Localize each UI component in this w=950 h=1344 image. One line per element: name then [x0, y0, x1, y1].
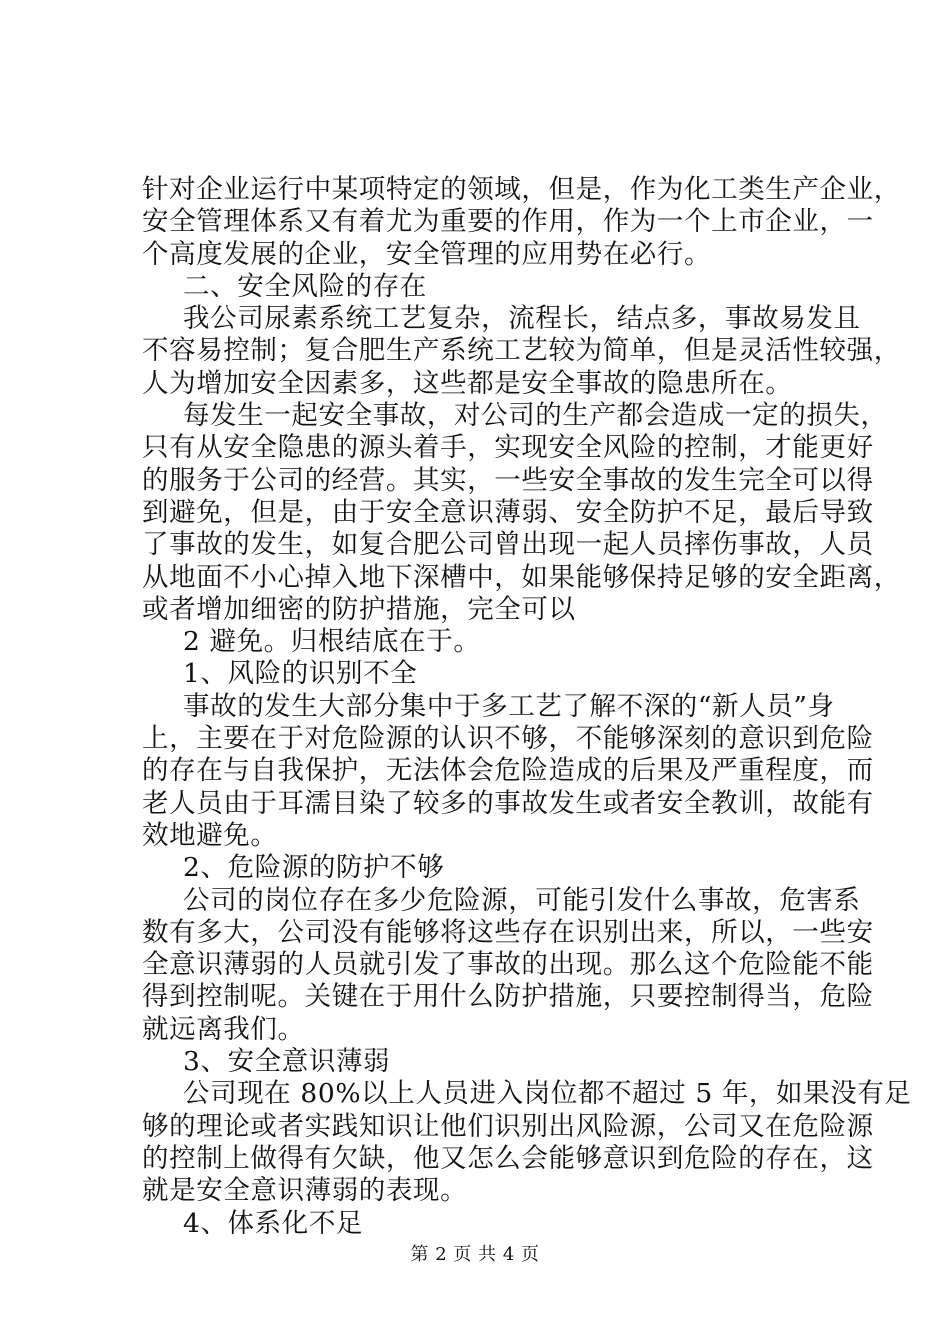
text-line: 公司的岗位存在多少危险源，可能引发什么事故，危害系 — [183, 884, 861, 916]
text-line: 的控制上做得有欠缺，他又怎么会能够意识到危险的存在，这 — [142, 1142, 874, 1174]
text-line: 就是安全意识薄弱的表现。 — [142, 1175, 468, 1207]
text-line: 到避免，但是，由于安全意识薄弱、安全防护不足，最后导致 — [142, 496, 874, 528]
page-footer: 第 2 页 共 4 页 — [410, 1244, 540, 1265]
text-line: 或者增加细密的防护措施，完全可以 — [142, 593, 576, 625]
text-line: 4、体系化不足 — [183, 1207, 364, 1239]
text-line: 效地避免。 — [142, 819, 278, 851]
text-line: 个高度发展的企业，安全管理的应用势在必行。 — [142, 238, 712, 270]
text-line: 上，主要在于对危险源的认识不够，不能够深刻的意识到危险 — [142, 723, 874, 755]
text-line: 不容易控制；复合肥生产系统工艺较为简单，但是灵活性较强， — [142, 335, 901, 367]
text-line: 事故的发生大部分集中于多工艺了解不深的“新人员”身 — [183, 690, 835, 722]
document-body — [142, 174, 912, 1240]
text-line: 就远离我们。 — [142, 1013, 305, 1045]
text-line: 的存在与自我保护，无法体会危险造成的后果及严重程度，而 — [142, 755, 874, 787]
text-line: 只有从安全隐患的源头着手，实现安全风险的控制，才能更好 — [142, 432, 874, 464]
text-line: 公司现在 80%以上人员进入岗位都不超过 5 年，如果没有足 — [183, 1078, 912, 1110]
text-line: 每发生一起安全事故，对公司的生产都会造成一定的损失， — [183, 400, 888, 432]
text-line: 3、安全意识薄弱 — [183, 1046, 391, 1078]
text-line: 了事故的发生，如复合肥公司曾出现一起人员摔伤事故，人员 — [142, 529, 874, 561]
text-line: 得到控制呢。关键在于用什么防护措施，只要控制得当，危险 — [142, 981, 874, 1013]
text-line: 人为增加安全因素多，这些都是安全事故的隐患所在。 — [142, 367, 793, 399]
text-line: 数有多大，公司没有能够将这些存在识别出来，所以，一些安 — [142, 916, 874, 948]
text-line: 2、危险源的防护不够 — [183, 852, 445, 884]
text-line: 1、风险的识别不全 — [183, 658, 418, 690]
text-line: 全意识薄弱的人员就引发了事故的出现。那么这个危险能不能 — [142, 949, 874, 981]
text-line: 2 避免。归根结底在于。 — [183, 626, 481, 658]
text-line: 从地面不小心掉入地下深槽中，如果能够保持足够的安全距离， — [142, 561, 901, 593]
text-line: 我公司尿素系统工艺复杂，流程长，结点多，事故易发且 — [183, 303, 861, 335]
text-line: 的服务于公司的经营。其实，一些安全事故的发生完全可以得 — [142, 464, 874, 496]
text-line: 够的理论或者实践知识让他们识别出风险源，公司又在危险源 — [142, 1110, 874, 1142]
text-line: 安全管理体系又有着尤为重要的作用，作为一个上市企业，一 — [142, 206, 874, 238]
text-line: 二、安全风险的存在 — [183, 270, 427, 302]
text-line: 针对企业运行中某项特定的领域，但是，作为化工类生产企业， — [142, 174, 901, 205]
text-line: 老人员由于耳濡目染了较多的事故发生或者安全教训，故能有 — [142, 787, 874, 819]
